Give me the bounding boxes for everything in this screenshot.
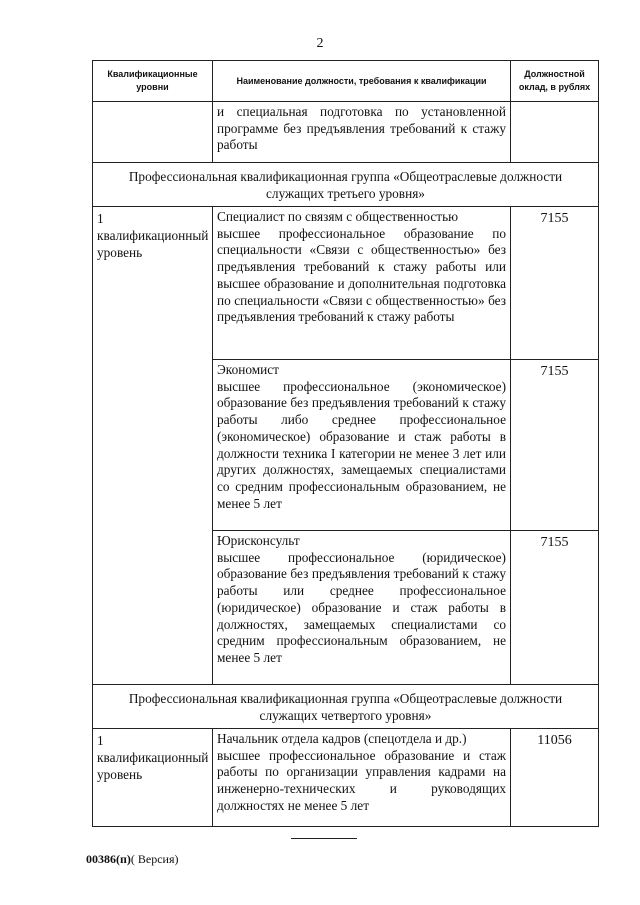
group3-title: Профессиональная квалификационная группа «Общеотраслевые должности служащих третьего уровня» (93, 163, 599, 207)
group-row (93, 163, 599, 207)
table-row (93, 102, 599, 163)
table-header-row (93, 61, 599, 102)
position-title: Специалист по связям с общественностью (217, 209, 459, 224)
salary-cell: 7155 (511, 360, 599, 531)
position-requirements: высшее профессиональное (юридическое) образование без предъявления требований к стажу работы или среднее профессиональное (юридическое) образование и стаж работы в должностях, замещаемых специалистами со средним профессиональным образованием, не менее 5 лет (217, 549, 506, 665)
footer-divider (291, 838, 357, 839)
document-code-number: 00386(п) (86, 852, 131, 866)
position-title: Начальник отдела кадров (спецотдела и др.) (217, 731, 467, 746)
continuation-text: и специальная подготовка по установленной программе без предъявления требований к стажу работы (213, 102, 511, 163)
document-code (86, 852, 179, 867)
group4-level: 1 квалификационный уровень (93, 729, 213, 827)
header-position: Наименование должности, требования к квалификации (213, 61, 511, 102)
position-cell (213, 729, 511, 827)
header-salary: Должностной оклад, в рублях (511, 61, 599, 102)
position-cell (213, 207, 511, 360)
position-title: Юрисконсульт (217, 533, 300, 548)
group3-level: 1 квалификационный уровень (93, 207, 213, 685)
position-title: Экономист (217, 362, 279, 377)
page-number: 2 (316, 36, 324, 51)
group4-title: Профессиональная квалификационная группа «Общеотраслевые должности служащих четвертого уровня» (93, 685, 599, 729)
table-row (93, 729, 599, 827)
salary-cell: 11056 (511, 729, 599, 827)
position-requirements: высшее профессиональное (экономическое) образование без предъявления требований к стажу работы либо среднее профессиональное (экономическое) образование и стаж работы в должности техника I категории не менее 3 лет или других должностях, замещаемых специалистами со средним профессиональным образованием, не менее 5 лет (217, 378, 506, 511)
table-row (93, 207, 599, 360)
group-row (93, 685, 599, 729)
header-level: Квалификационные уровни (93, 61, 213, 102)
salary-cell: 7155 (511, 531, 599, 685)
salary-cell: 7155 (511, 207, 599, 360)
document-version: ( Версия) (130, 852, 179, 866)
position-cell (213, 360, 511, 531)
position-cell (213, 531, 511, 685)
position-requirements: высшее профессиональное образование по специальности «Связи с общественностью» без предъявления требований к стажу работы или высшее образование и дополнительная подготовка по специальности «Связи с общественностью» без предъявления требований к стажу работы (217, 225, 506, 325)
position-requirements: высшее профессиональное образование и стаж работы по организации управления кадрами на инженерно-технических и руководящих должностях не менее 5 лет (217, 747, 506, 813)
qualification-table (92, 60, 599, 827)
